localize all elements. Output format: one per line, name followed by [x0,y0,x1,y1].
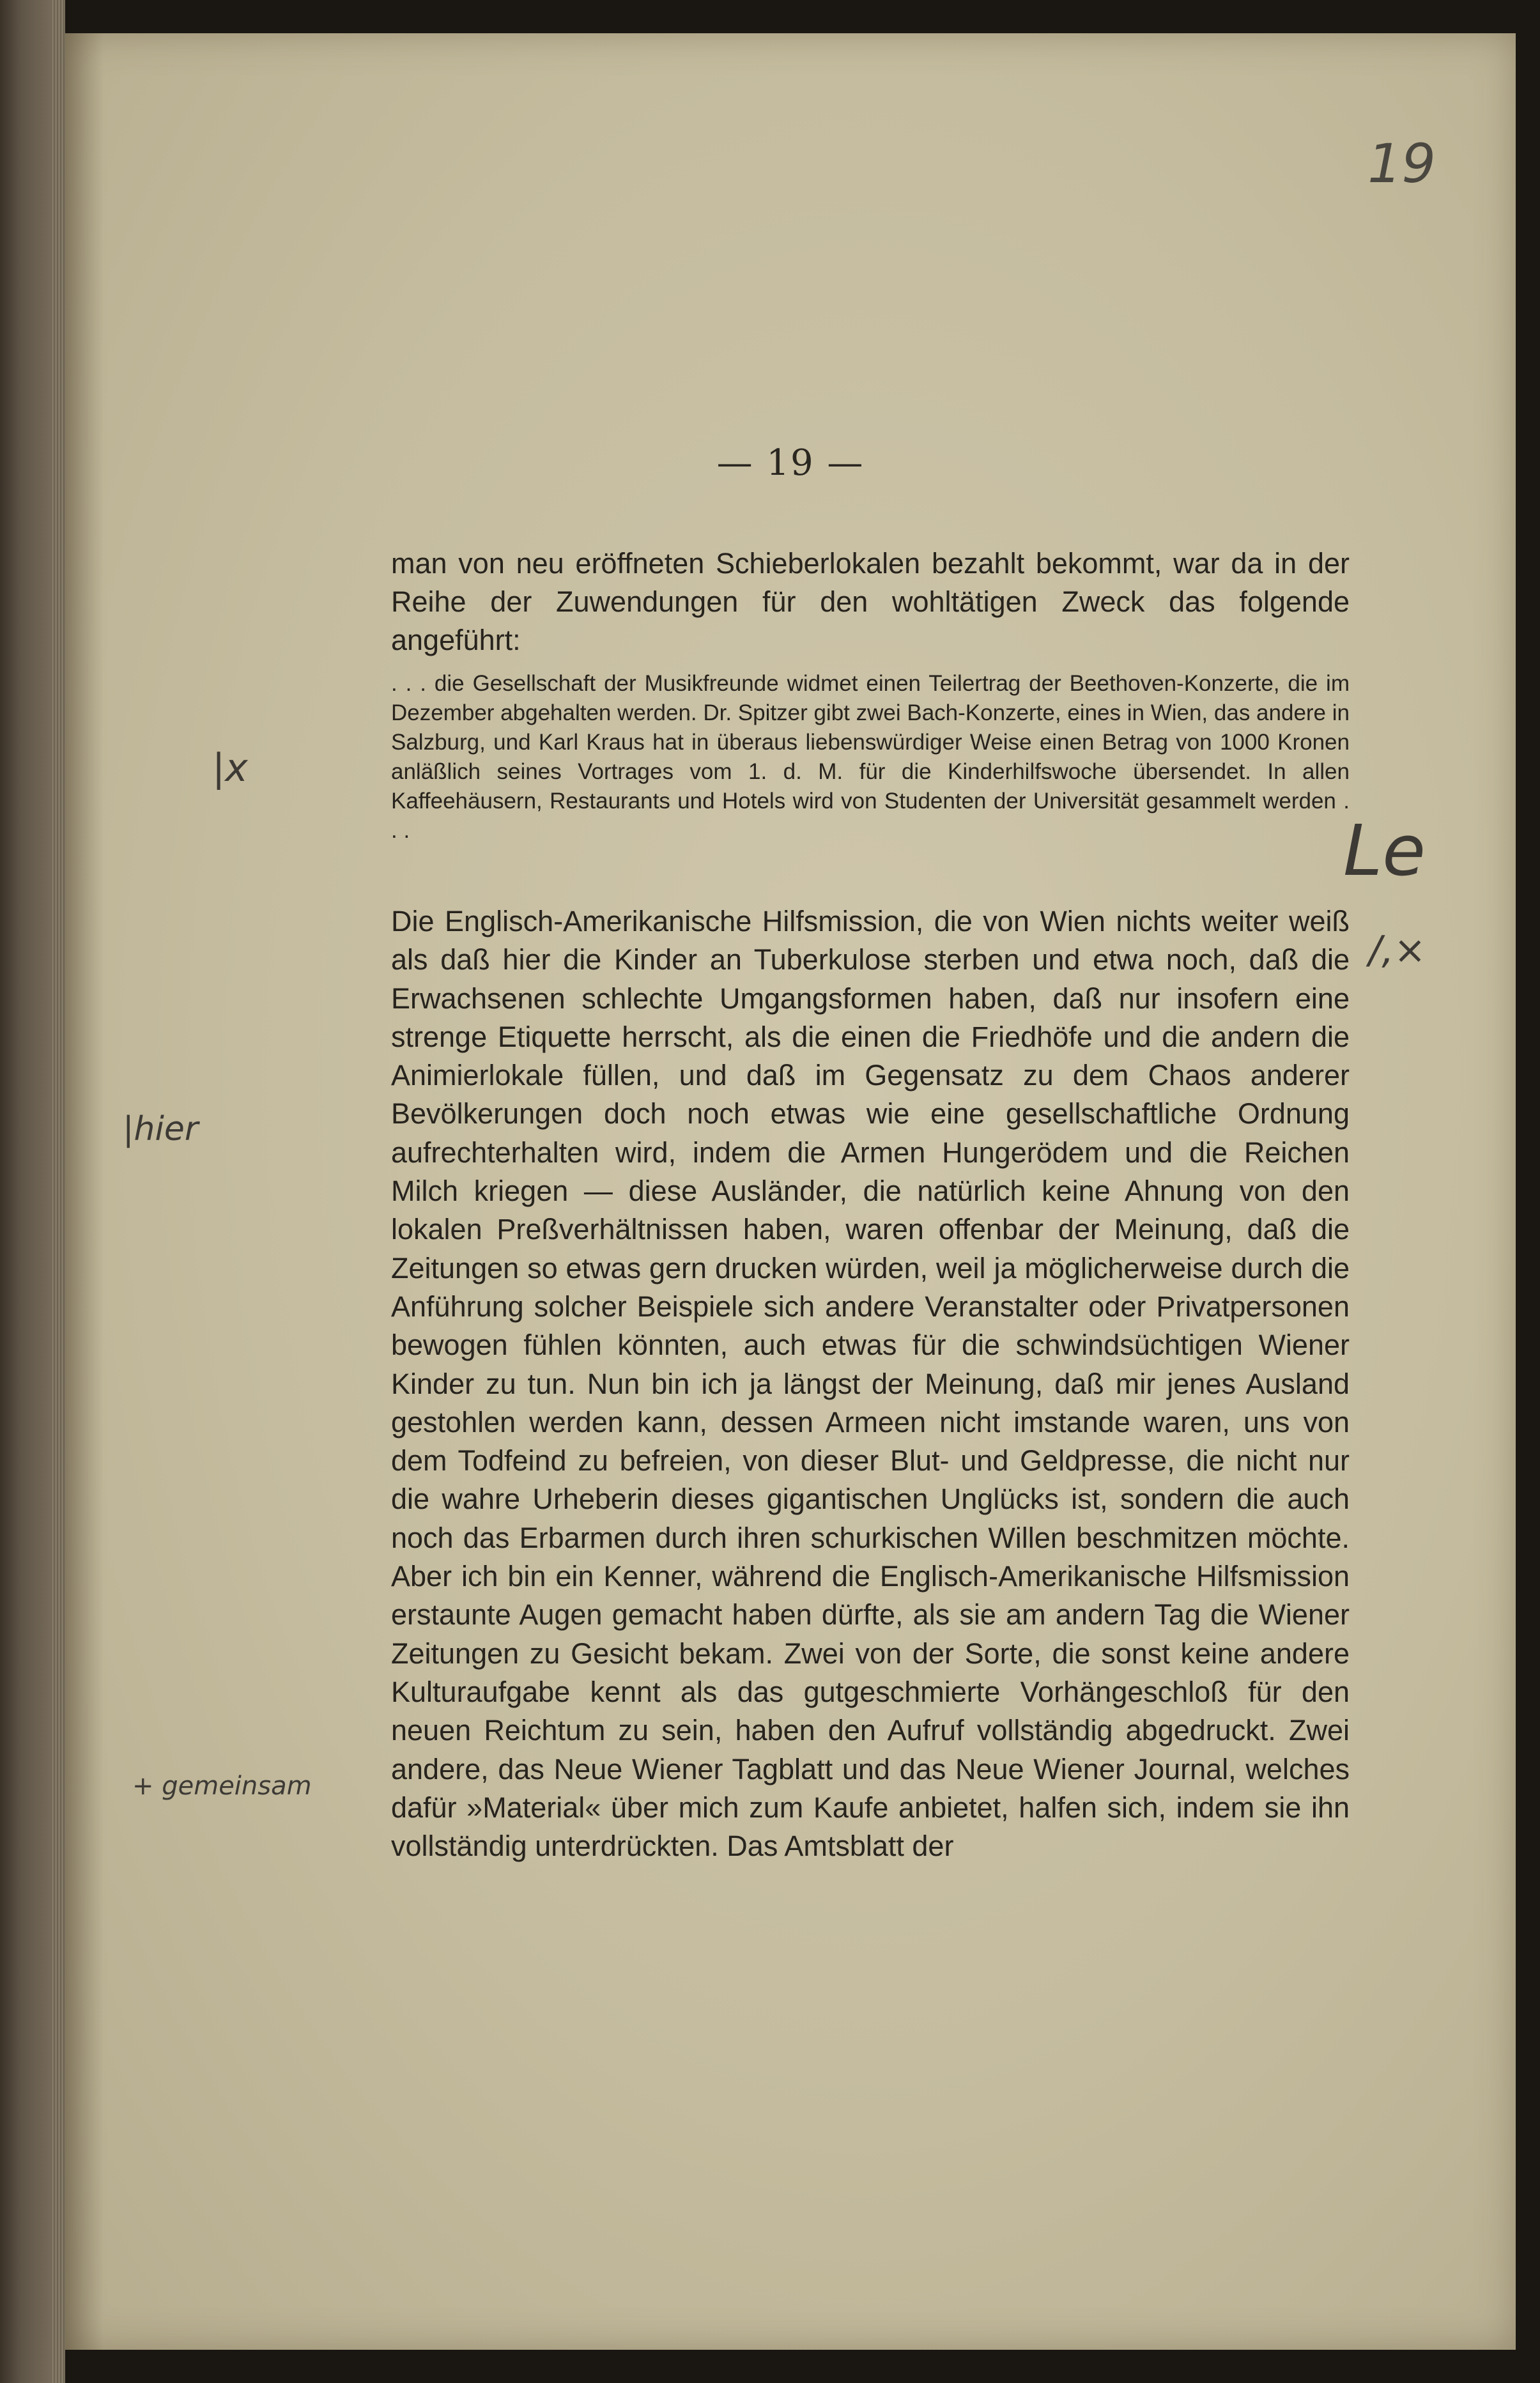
margin-note-right-2: /,× [1369,928,1426,973]
margin-note-right-1: Le [1343,810,1426,891]
margin-note-left-3: + gemeinsam [132,1771,312,1801]
document-page [65,33,1516,2350]
margin-note-left-1: |x [212,746,248,790]
main-text: Die Englisch-Amerikanische Hilfsmission, die von Wien nichts weiter weiß als daß hier die Kinder an Tuberkulose sterben und etwa noch, daß die Erwachsenen schlechte Umgangsformen haben, daß nur insofern eine strenge Etiquette herrscht, als die einen die Friedhöfe und die andern die Animierlokale füllen, und daß im Gegensatz zu dem Chaos anderer Bevölkerungen doch noch etwas wie eine gesellschaftliche Ordnung aufrechterhalten wird, indem die Armen Hungerödem und die Reichen Milch kriegen — diese Ausländer, die natürlich keine Ahnung von den lokalen Preßverhältnissen haben, waren offenbar der Meinung, daß die Zeitungen so etwas gern drucken würden, weil ja möglicherweise durch die Anführung solcher Beispiele sich andere Veranstalter oder Privatpersonen bewogen fühlen könnten, auch etwas für die schwindsüchtigen Wiener Kinder zu tun. Nun bin ich ja längst der Meinung, daß mir jenes Ausland gestohlen werden kann, dessen Armeen nicht imstande waren, uns von dem Todfeind zu befreien, von dieser Blut- und Geldpresse, die nicht nur die wahre Urheberin dieses gigantischen Unglücks ist, sondern die auch noch das Erbarmen durch ihren schurkischen Willen beschmitzen möchte. Aber ich bin ein Kenner, während die Englisch-Amerikanische Hilfsmission erstaunte Augen gemacht haben dürfte, als sie am andern Tag die Wiener Zeitungen zu Gesicht bekam. Zwei von der Sorte, die sonst keine andere Kulturaufgabe kennt als das gutgeschmierte Vorhängeschloß für den neuen Reichtum zu sein, haben den Aufruf vollständig abgedruckt. Zwei andere, das Neue Wiener Tagblatt und das Neue Wiener Journal, welches dafür »Material« über mich zum Kaufe anbietet, halfen sich, indem sie ihn vollständig unterdrückten. Das Amtsblatt der [391,905,1350,1863]
quoted-paragraph [391,669,1350,845]
quote-text: . . . die Gesellschaft der Musikfreunde widmet einen Teilertrag der Beethoven-Konzerte, die im Dezember abgehalten werden. Dr. Spitzer gibt zwei Bach-Konzerte, eines in Wien, das andere in Salzburg, und Karl Kraus hat in überaus liebenswürdiger Weise einen Betrag von 1000 Kronen anläßlich seines Vortrages vom 1. d. M. für die Kinderhilfswoche übersendet. In allen Kaffeehäusern, Restaurants und Hotels wird von Studenten der Universität gesammelt werden . . . [391,671,1350,843]
pencil-page-number: 19 [1367,132,1436,195]
intro-paragraph [391,544,1350,659]
intro-text: man von neu eröffneten Schieberlokalen bezahlt bekommt, war da in der Reihe der Zuwendungen für den wohltätigen Zweck das folgende angeführt: [391,547,1350,656]
page-stack-edge [51,0,65,2383]
page-fold-shadow [65,33,104,2350]
main-paragraph [391,902,1350,1865]
printed-page-number: — 19 — [716,442,865,484]
book-spine-shadow [0,0,51,2383]
margin-note-left-2: |hier [123,1110,199,1148]
